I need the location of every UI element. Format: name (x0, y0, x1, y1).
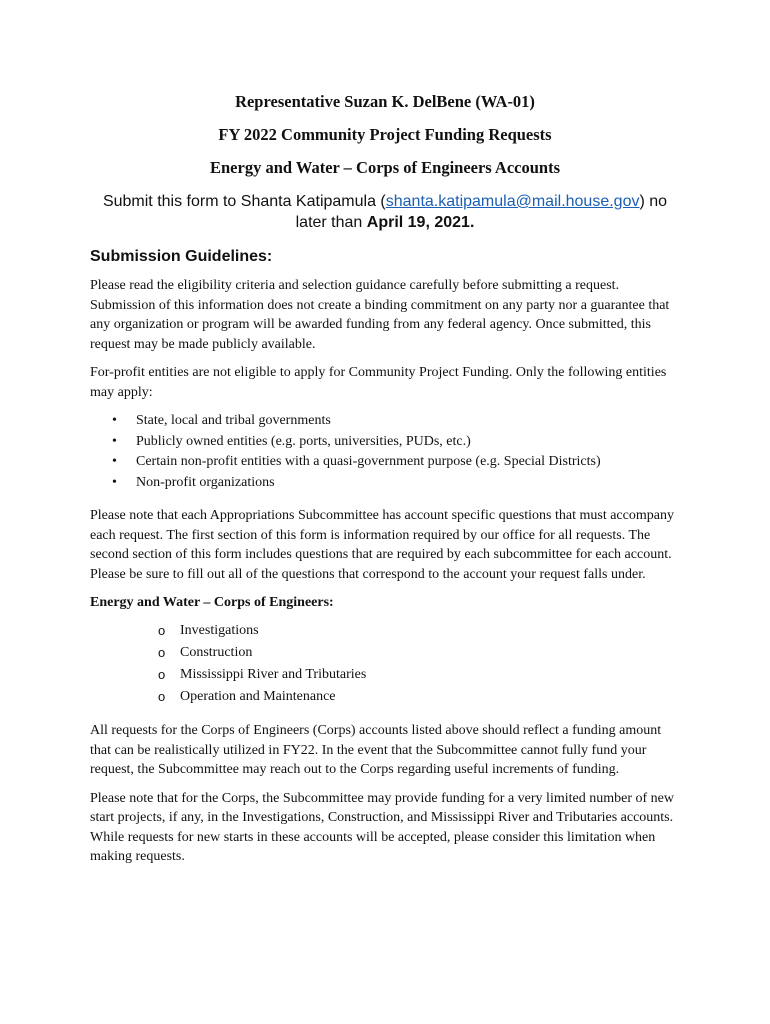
representative-heading: Representative Suzan K. DelBene (WA-01) (235, 92, 535, 111)
new-start-paragraph: Please note that for the Corps, the Subcommittee may provide funding for a very limited number of new start projects, if any, in the Investigations, Construction, and Mississippi River and Tributaries accounts. While requests for new starts in these accounts will be accepted, please consider this limitation when making requests. (90, 790, 674, 864)
circle-bullet-icon: o (158, 645, 166, 660)
subcommittee-questions-paragraph: Please note that each Appropriations Subcommittee has account specific questions that must accompany each request. The first section of this form is information required by our office for all requests. The second section of this form includes questions that are required by each subcommittee for each account. Please be sure to fill out all of the questions that correspond to the account your request falls under. (90, 508, 674, 582)
list-item: o Investigations (90, 620, 680, 642)
submit-instructions (90, 191, 680, 233)
eligible-entities-list (90, 411, 680, 493)
circle-bullet-icon: o (158, 689, 166, 704)
list-item: • Certain non-profit entities with a quasi-government purpose (e.g. Special Districts) (90, 452, 680, 473)
list-item: o Mississippi River and Tributaries (90, 664, 680, 686)
for-profit-paragraph: For-profit entities are not eligible to apply for Community Project Funding. Only the following entities may apply: (90, 365, 667, 400)
funding-requests-heading: FY 2022 Community Project Funding Requests (218, 125, 552, 144)
circle-bullet-icon: o (158, 623, 166, 638)
list-item: • Non-profit organizations (90, 473, 680, 494)
list-item: • State, local and tribal governments (90, 411, 680, 432)
circle-bullet-icon: o (158, 667, 166, 682)
accounts-heading: Energy and Water – Corps of Engineers Accounts (209, 158, 561, 177)
document-page (90, 92, 680, 876)
funding-amount-paragraph: All requests for the Corps of Engineers (Corps) accounts listed above should reflect a funding amount that can be realistically utilized in FY22. In the event that the Subcommittee cannot fully fund your request, the Subcommittee may reach out to the Corps regarding useful increments of funding. (90, 723, 662, 777)
submit-mid: ) no later than (295, 193, 668, 231)
guidelines-title: Submission Guidelines: (90, 248, 273, 265)
list-item: o Construction (90, 642, 680, 664)
email-link[interactable]: shanta.katipamula@mail.house.gov (385, 193, 640, 210)
corps-accounts-label: Energy and Water – Corps of Engineers: (90, 595, 334, 610)
list-item: • Publicly owned entities (e.g. ports, universities, PUDs, etc.) (90, 432, 680, 453)
list-item: o Operation and Maintenance (90, 686, 680, 708)
bullet-icon: • (112, 413, 117, 428)
bullet-icon: • (112, 433, 117, 449)
deadline-date: April 19, 2021. (366, 214, 475, 231)
eligibility-paragraph: Please read the eligibility criteria and selection guidance carefully before submitting a request. Submission of this information does not create a binding commitment on any party nor a guarantee that any organization or program will be awarded funding from any federal agency. Once submitted, this request may be made publicly available. (90, 278, 670, 352)
bullet-icon: • (112, 474, 117, 490)
submit-prefix: Submit this form to Shanta Katipamula ( (102, 193, 386, 210)
bullet-icon: • (112, 454, 117, 469)
corps-accounts-list (90, 620, 680, 708)
